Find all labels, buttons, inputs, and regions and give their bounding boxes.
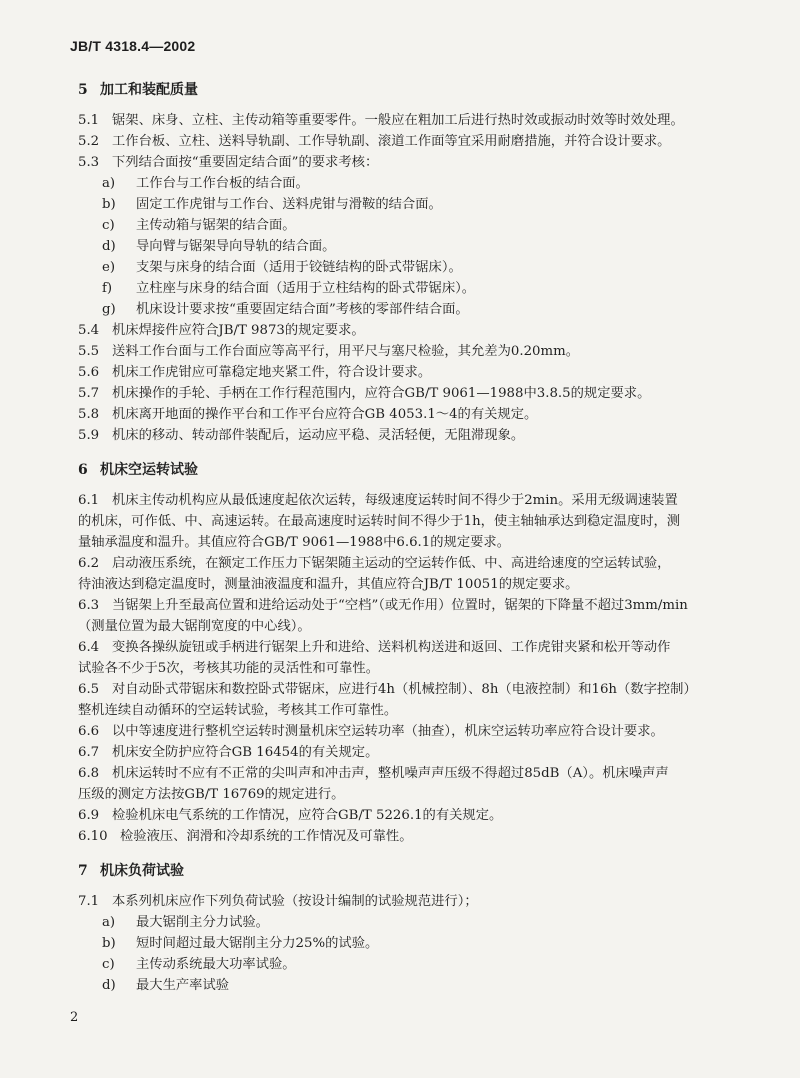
clause-6-10: 6.10 检验液压、润滑和冷却系统的工作情况及可靠性。 [78,829,413,844]
clause-6-7: 6.7 机床安全防护应符合GB 16454的有关规定。 [78,745,379,760]
list-item-5-3-c: c) 主传动箱与锯架的结合面。 [102,218,296,233]
clause-7-1: 7.1 本系列机床应作下列负荷试验（按设计编制的试验规范进行）； [78,894,478,909]
page-number: 2 [70,1010,79,1025]
list-item-7-1-d: d) 最大生产率试验 [102,978,230,993]
section-heading-5: 5 加工和装配质量 [78,82,198,98]
list-item-7-1-a: a) 最大锯削主分力试验。 [102,915,269,930]
section-heading-7: 7 机床负荷试验 [78,863,184,879]
clause-5-3: 5.3 下列结合面按“重要固定结合面”的要求考核： [78,155,379,170]
clause-6-4: 6.4 变换各操纵旋钮或手柄进行锯架上升和进给、送料机构送进和返回、工作虎钳夹紧和松开等动作 试验各不少于5次，考核其功能的灵活性和可靠性。 [78,640,671,676]
clause-6-2: 6.2 启动液压系统，在额定工作压力下锯架随主运动的空运转作低、中、高进给速度的空运转试验， 待油液达到稳定温度时，测量油液温度和温升，其值应符合JB/T 10051的规定要求。 [78,556,671,592]
clause-5-7: 5.7 机床操作的手轮、手柄在工作行程范围内，应符合GB/T 9061—1988中3.8.5的规定要求。 [78,386,651,401]
list-item-5-3-g: g) 机床设计要求按“重要固定结合面”考核的零部件结合面。 [102,302,469,317]
document-body [78,80,778,996]
list-item-5-3-a: a) 工作台与工作台板的结合面。 [102,176,309,191]
clause-5-6: 5.6 机床工作虎钳应可靠稳定地夹紧工件，符合设计要求。 [78,365,432,380]
clause-5-8: 5.8 机床离开地面的操作平台和工作平台应符合GB 4053.1～4的有关规定。 [78,407,538,422]
list-item-5-3-b: b) 固定工作虎钳与工作台、送料虎钳与滑鞍的结合面。 [102,197,442,212]
clause-6-3: 6.3 当锯架上升至最高位置和进给运动处于“空档”（或无作用）位置时，锯架的下降量不超过3mm/min （测量位置为最大锯削宽度的中心线）。 [78,598,688,634]
clause-5-2: 5.2 工作台板、立柱、送料导轨副、工作导轨副、滚道工作面等宜采用耐磨措施，并符合设计要求。 [78,134,671,149]
clause-5-5: 5.5 送料工作台面与工作台面应等高平行，用平尺与塞尺检验，其允差为0.20mm。 [78,344,580,359]
clause-6-1: 6.1 机床主传动机构应从最低速度起依次运转，每级速度运转时间不得少于2min。采用无级调速装置 的机床，可作低、中、高速运转。在最高速度时运转时间不得少于1h，使主轴轴承达到稳定温度时，测 量轴承温度和温升。其值应符合GB/T 9061—1988中6.6.1的规定要求。 [78,493,681,550]
list-item-7-1-b: b) 短时间超过最大锯削主分力25%的试验。 [102,936,379,951]
list-item-7-1-c: c) 主传动系统最大功率试验。 [102,957,296,972]
clause-6-5: 6.5 对自动卧式带锯床和数控卧式带锯床，应进行4h（机械控制）、8h（电液控制）和16h（数字控制） 整机连续自动循环的空运转试验，考核其工作可靠性。 [78,682,697,718]
clause-5-9: 5.9 机床的移动、转动部件装配后，运动应平稳、灵活轻便，无阻滞现象。 [78,428,525,443]
standard-number-header: JB/T 4318.4—2002 [70,38,196,54]
list-item-5-3-e: e) 支架与床身的结合面（适用于铰链结构的卧式带锯床）。 [102,260,462,275]
clause-5-1: 5.1 锯架、床身、立柱、主传动箱等重要零件。一般应在粗加工后进行热时效或振动时效等时效处理。 [78,113,684,128]
clause-5-4: 5.4 机床焊接件应符合JB/T 9873的规定要求。 [78,323,365,338]
clause-6-6: 6.6 以中等速度进行整机空运转时测量机床空运转功率（抽查），机床空运转功率应符合设计要求。 [78,724,664,739]
clause-6-8: 6.8 机床运转时不应有不正常的尖叫声和冲击声，整机噪声声压级不得超过85dB（A）。机床噪声声 压级的测定方法按GB/T 16769的规定进行。 [78,766,669,802]
clause-6-9: 6.9 检验机床电气系统的工作情况，应符合GB/T 5226.1的有关规定。 [78,808,503,823]
section-heading-6: 6 机床空运转试验 [78,462,198,478]
list-item-5-3-f: f) 立柱座与床身的结合面（适用于立柱结构的卧式带锯床）。 [102,281,476,296]
list-item-5-3-d: d) 导向臂与锯架导向导轨的结合面。 [102,239,336,254]
